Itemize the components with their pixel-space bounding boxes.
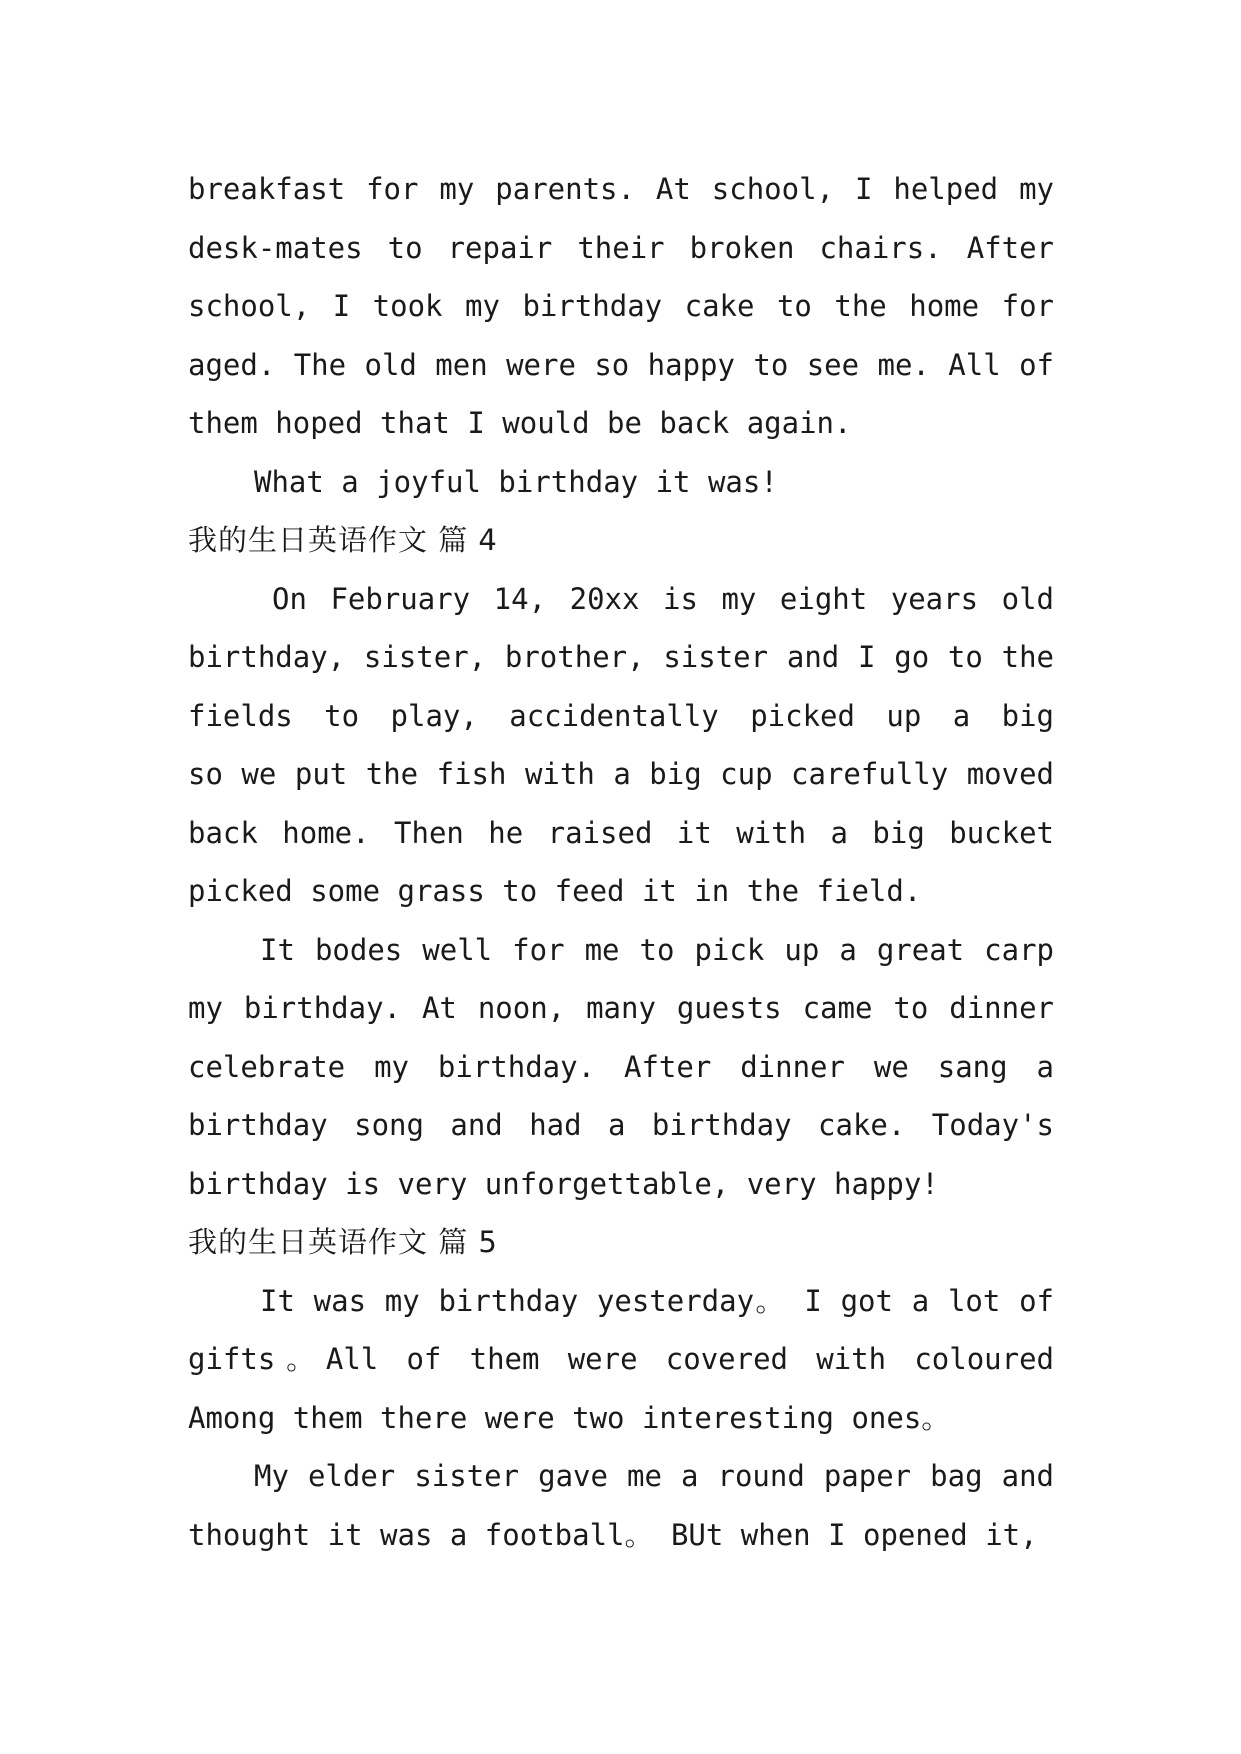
text-line: fields to play, accidentally picked up a big <box>188 698 1054 733</box>
text-line: birthday, sister, brother, sister and I go to the <box>188 640 1054 674</box>
text-line: gifts。All of them were covered with coloured <box>188 1342 1054 1376</box>
text-line: birthday is very unforgettable, very happy! <box>188 1166 939 1201</box>
text-line: celebrate my birthday. After dinner we sang a <box>188 1049 1054 1084</box>
text-line: desk-mates to repair their broken chairs. After <box>188 230 1054 265</box>
section-heading: 我的生日英语作文 篇 4 <box>188 523 498 557</box>
text-line: My elder sister gave me a round paper bag and <box>254 1459 1054 1493</box>
text-line: back home. Then he raised it with a big bucket <box>188 815 1054 850</box>
text-line: picked some grass to feed it in the field. <box>188 874 922 908</box>
text-line: them hoped that I would be back again. <box>188 406 852 440</box>
text-line: On February 14, 20xx is my eight years old <box>272 581 1054 616</box>
text-line: What a joyful birthday it was! <box>254 464 778 499</box>
text-line: school, I took my birthday cake to the home for <box>188 289 1054 323</box>
text-line: birthday song and had a birthday cake. Today's <box>188 1108 1054 1142</box>
text-line: breakfast for my parents. At school, I helped my <box>188 172 1054 206</box>
text-line: so we put the fish with a big cup carefully moved <box>188 757 1054 791</box>
section-heading: 我的生日英语作文 篇 5 <box>188 1225 498 1259</box>
text-line: my birthday. At noon, many guests came to dinner <box>188 991 1054 1025</box>
text-line: It was my birthday yesterday。 I got a lot of <box>260 1283 1054 1318</box>
text-line: It bodes well for me to pick up a great carp <box>260 932 1054 967</box>
text-line: aged. The old men were so happy to see me. All of <box>188 347 1054 382</box>
document-page <box>188 160 1054 1564</box>
text-line: Among them there were two interesting ones。 <box>188 1400 951 1435</box>
text-line: thought it was a football。 BUt when I opened it, <box>188 1517 1038 1552</box>
